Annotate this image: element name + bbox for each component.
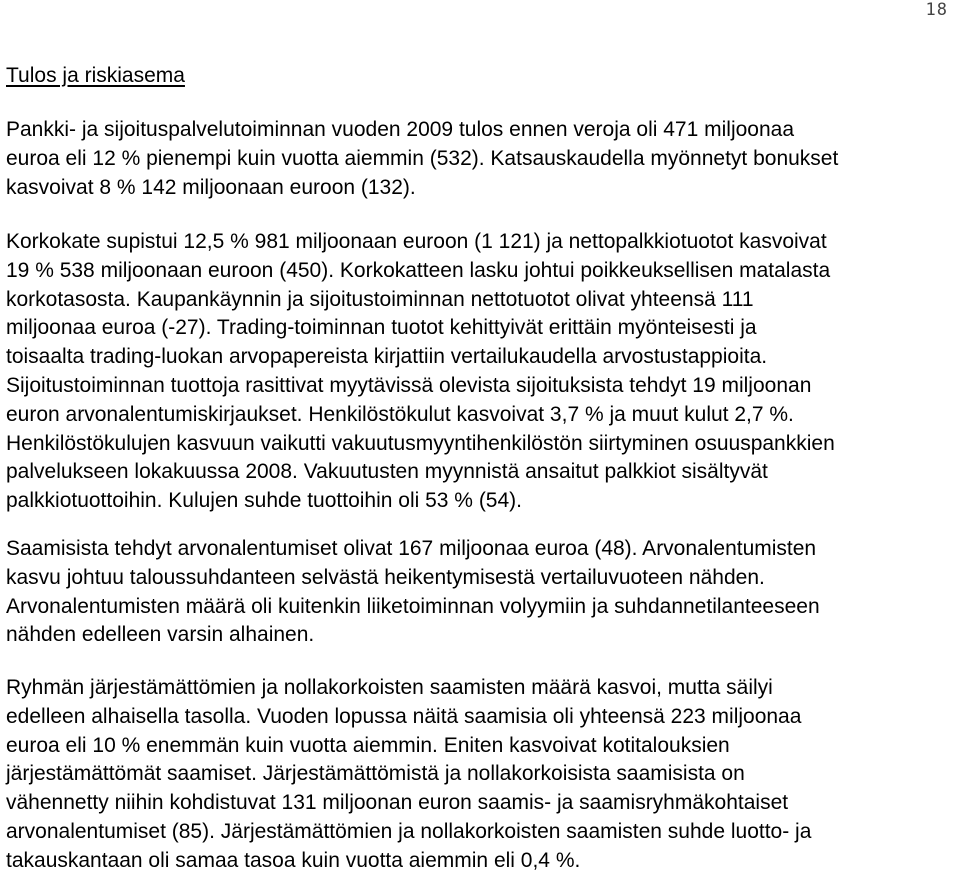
- text-line: kasvu johtuu taloussuhdanteen selvästä heikentymisestä vertailuvuoteen nähden.: [6, 565, 765, 589]
- page-number: 18: [925, 0, 948, 20]
- text-line: palvelukseen lokakuussa 2008. Vakuutusten myynnistä ansaitut palkkiot sisältyvät: [6, 460, 768, 484]
- text-line: Saamisista tehdyt arvonalentumiset olivat 167 miljoonaa euroa (48). Arvonalentumisten: [6, 537, 817, 560]
- text-line: palkkiotuottoihin. Kulujen suhde tuottoihin oli 53 % (54).: [6, 489, 522, 513]
- text-line: toisaalta trading-luokan arvopapereista kirjattiin vertailukaudella arvostustappioita.: [6, 345, 768, 369]
- text-line: järjestämättömät saamiset. Järjestämättömistä ja nollakorkoisista saamisista on: [6, 762, 745, 786]
- text-line: nähden edelleen varsin alhainen.: [6, 623, 315, 647]
- text-line: miljoonaa euroa (-27). Trading-toiminnan tuotot kehittyivät erittäin myönteisesti ja: [6, 316, 757, 340]
- paragraph-income-costs: [6, 228, 835, 516]
- text-line: vähennetty niihin kohdistuvat 131 miljoonan euron saamis- ja saamisryhmäkohtaiset: [6, 791, 789, 815]
- text-line: Ryhmän järjestämättömien ja nollakorkoisten saamisten määrä kasvoi, mutta säilyi: [6, 676, 773, 699]
- section-heading: Tulos ja riskiasema: [6, 64, 185, 87]
- paragraph-non-performing-receivables: [6, 674, 811, 876]
- text-line: euron arvonalentumiskirjaukset. Henkilöstökulut kasvoivat 3,7 % ja muut kulut 2,7 %.: [6, 402, 794, 426]
- paragraph-results: [6, 116, 838, 202]
- text-line: euroa eli 12 % pienempi kuin vuotta aiemmin (532). Katsauskaudella myönnetyt bonukset: [6, 146, 839, 170]
- text-line: Arvonalentumisten määrä oli kuitenkin liiketoiminnan volyymiin ja suhdannetilanteeseen: [6, 594, 820, 618]
- text-line: Pankki- ja sijoituspalvelutoiminnan vuoden 2009 tulos ennen veroja oli 471 miljoonaa: [6, 118, 795, 141]
- text-line: 19 % 538 miljoonaan euroon (450). Korkokatteen lasku johtui poikkeuksellisen matalasta: [6, 258, 831, 282]
- text-line: kasvoivat 8 % 142 miljoonaan euroon (132).: [6, 175, 416, 199]
- text-line: Korkokate supistui 12,5 % 981 miljoonaan euroon (1 121) ja nettopalkkiotuotot kasvoivat: [6, 230, 827, 253]
- text-line: euroa eli 10 % enemmän kuin vuotta aiemmin. Eniten kasvoivat kotitalouksien: [6, 733, 730, 757]
- text-line: arvonalentumiset (85). Järjestämättömien ja nollakorkoisten saamisten suhde luotto- ja: [6, 819, 812, 843]
- text-line: Henkilöstökulujen kasvuun vaikutti vakuutusmyyntihenkilöstön siirtyminen osuuspankkien: [6, 431, 835, 455]
- text-line: Sijoitustoiminnan tuottoja rasittivat myytävissä olevista sijoituksista tehdyt 19 miljoonan: [6, 373, 812, 397]
- text-line: edelleen alhaisella tasolla. Vuoden lopussa näitä saamisia oli yhteensä 223 miljoonaa: [6, 704, 802, 728]
- paragraph-impairments: [6, 535, 820, 650]
- text-line: takauskantaan oli samaa tasoa kuin vuotta aiemmin eli 0,4 %.: [6, 848, 581, 872]
- text-line: korkotasosta. Kaupankäynnin ja sijoitustoiminnan nettotuotot olivat yhteensä 111: [6, 287, 754, 311]
